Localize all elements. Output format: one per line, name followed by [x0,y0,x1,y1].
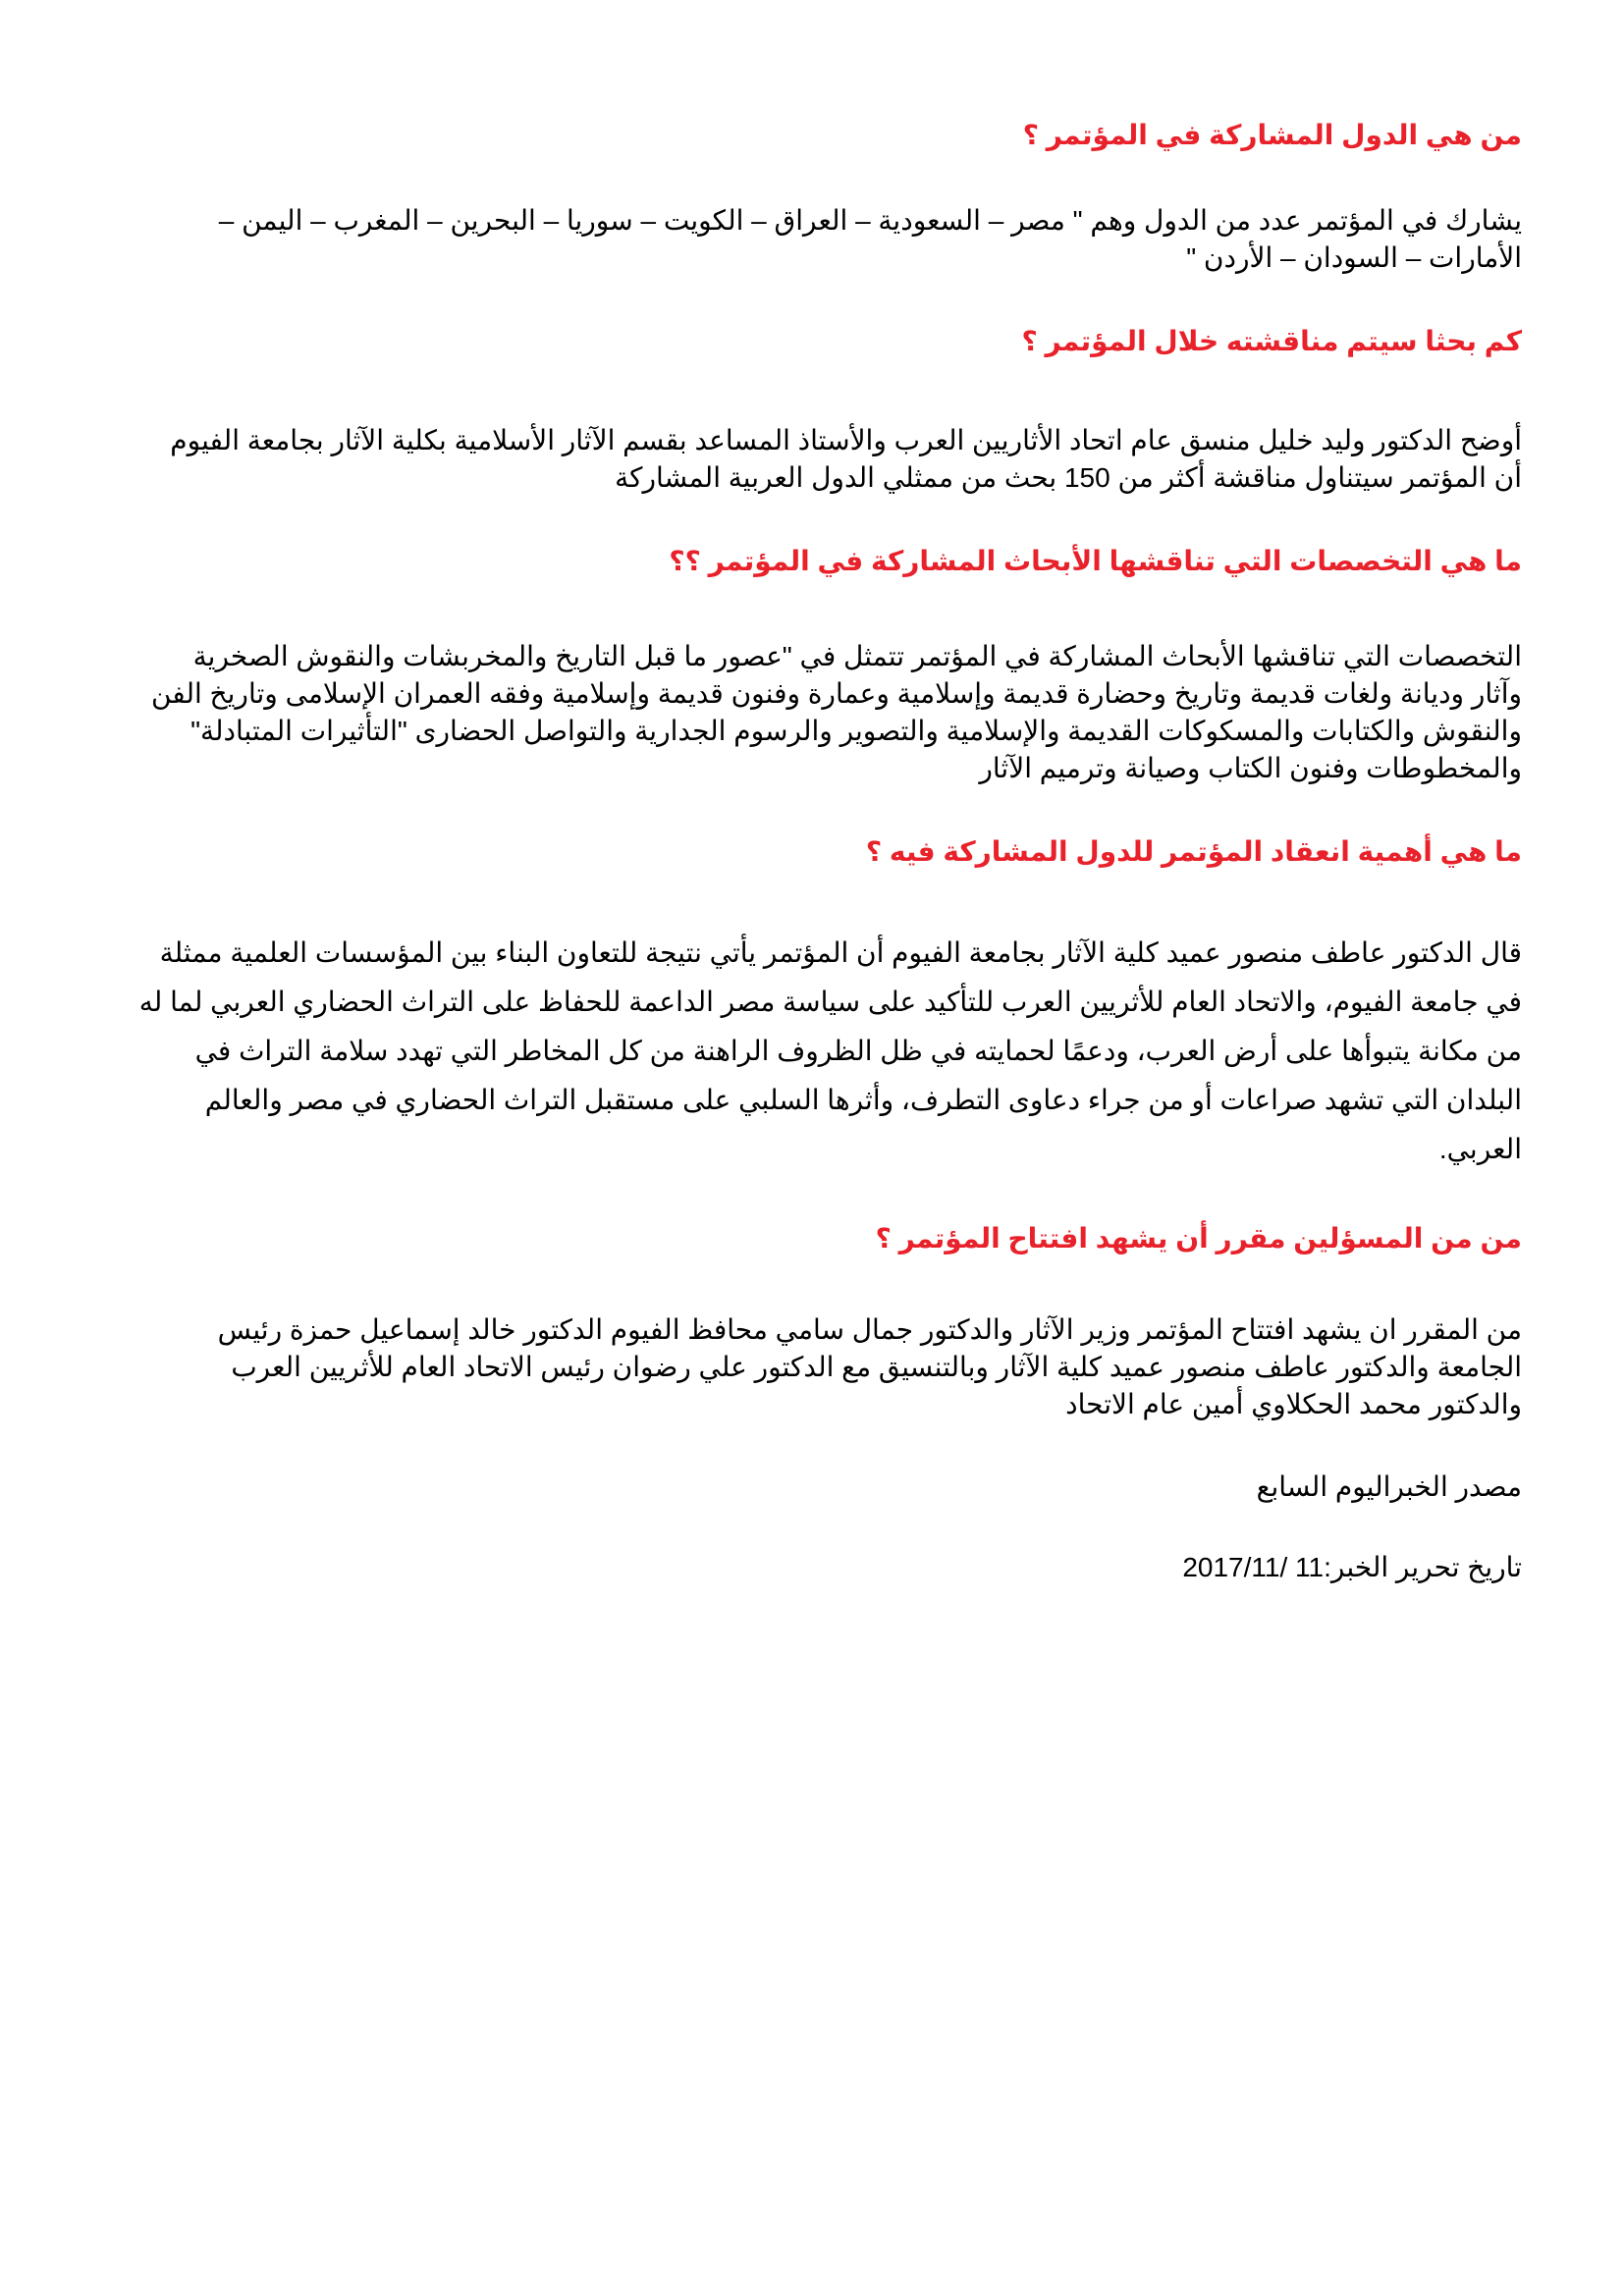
section-research-count [137,322,1522,497]
edit-date: تاريخ تحرير الخبر:11 /2017/11 [1182,1552,1522,1582]
section-participating-countries [137,116,1522,277]
section-paragraph: أوضح الدكتور وليد خليل منسق عام اتحاد الأثاريين العرب والأستاذ المساعد بقسم الآثار الأسلامية بكلية الآثار بجامعة الفيوم أن المؤتمر سيتناول مناقشة أكثر من 150 بحث من ممثلي الدول العربية المشاركة [170,425,1522,493]
section-paragraph: من المقرر ان يشهد افتتاح المؤتمر وزير الآثار والدكتور جمال سامي محافظ الفيوم الدكتور خالد إسماعيل حمزة رئيس الجامعة والدكتور عاطف منصور عميد كلية الآثار وبالتنسيق مع الدكتور علي رضوان رئيس الاتحاد العام للأثريين العرب والدكتور محمد الحكلاوي أمين عام الاتحاد [217,1314,1522,1419]
section-heading: من هي الدول المشاركة في المؤتمر ؟ [1022,120,1522,150]
section-heading: ما هي أهمية انعقاد المؤتمر للدول المشاركة فيه ؟ [865,836,1522,867]
section-paragraph: التخصصات التي تناقشها الأبحاث المشاركة في المؤتمر تتمثل في "عصور ما قبل التاريخ والمخربشات والنقوش الصخرية وآثار وديانة ولغات قديمة وتاريخ وحضارة قديمة وإسلامية وعمارة وفنون قديمة وإسلامية وفقه العمران الإسلامى وتاريخ الفن والنقوش والكتابات والمسكوكات القديمة والإسلامية والتصوير والرسوم الجدارية والتواصل الحضارى "التأثيرات المتبادلة" والمخطوطات وفنون الكتاب وصيانة وترميم الآثار [150,641,1522,783]
section-paragraph: قال الدكتور عاطف منصور عميد كلية الآثار بجامعة الفيوم أن المؤتمر يأتي نتيجة للتعاون البناء بين المؤسسات العلمية ممثلة في جامعة الفيوم، والاتحاد العام للأثريين العرب للتأكيد على سياسة مصر الداعمة للحفاظ على التراث الحضاري العربي لما له من مكانة يتبوأها على أرض العرب، ودعمًا لحمايته في ظل الظروف الراهنة من كل المخاطر التي تهدد سلامة التراث في البلدان التي تشهد صراعات أو من جراء دعاوى التطرف، وأثرها السلبي على مستقبل التراث الحضاري في مصر والعالم العربي. [138,937,1522,1164]
section-heading: من من المسؤلين مقرر أن يشهد افتتاح المؤتمر ؟ [875,1223,1522,1254]
section-heading: كم بحثا سيتم مناقشته خلال المؤتمر ؟ [1021,326,1522,356]
article-body [137,116,1522,1631]
section-heading: ما هي التخصصات التي تناقشها الأبحاث المشاركة في المؤتمر ؟؟ [669,546,1522,576]
section-officials [137,1219,1522,1423]
section-importance [137,832,1522,1174]
news-source: مصدر الخبراليوم السابع [1256,1471,1522,1502]
section-paragraph: يشارك في المؤتمر عدد من الدول وهم " مصر – السعودية – العراق – الكويت – سوريا – البحرين – المغرب – اليمن – الأمارات – السودان – الأردن " [218,205,1522,273]
section-specializations [137,542,1522,787]
